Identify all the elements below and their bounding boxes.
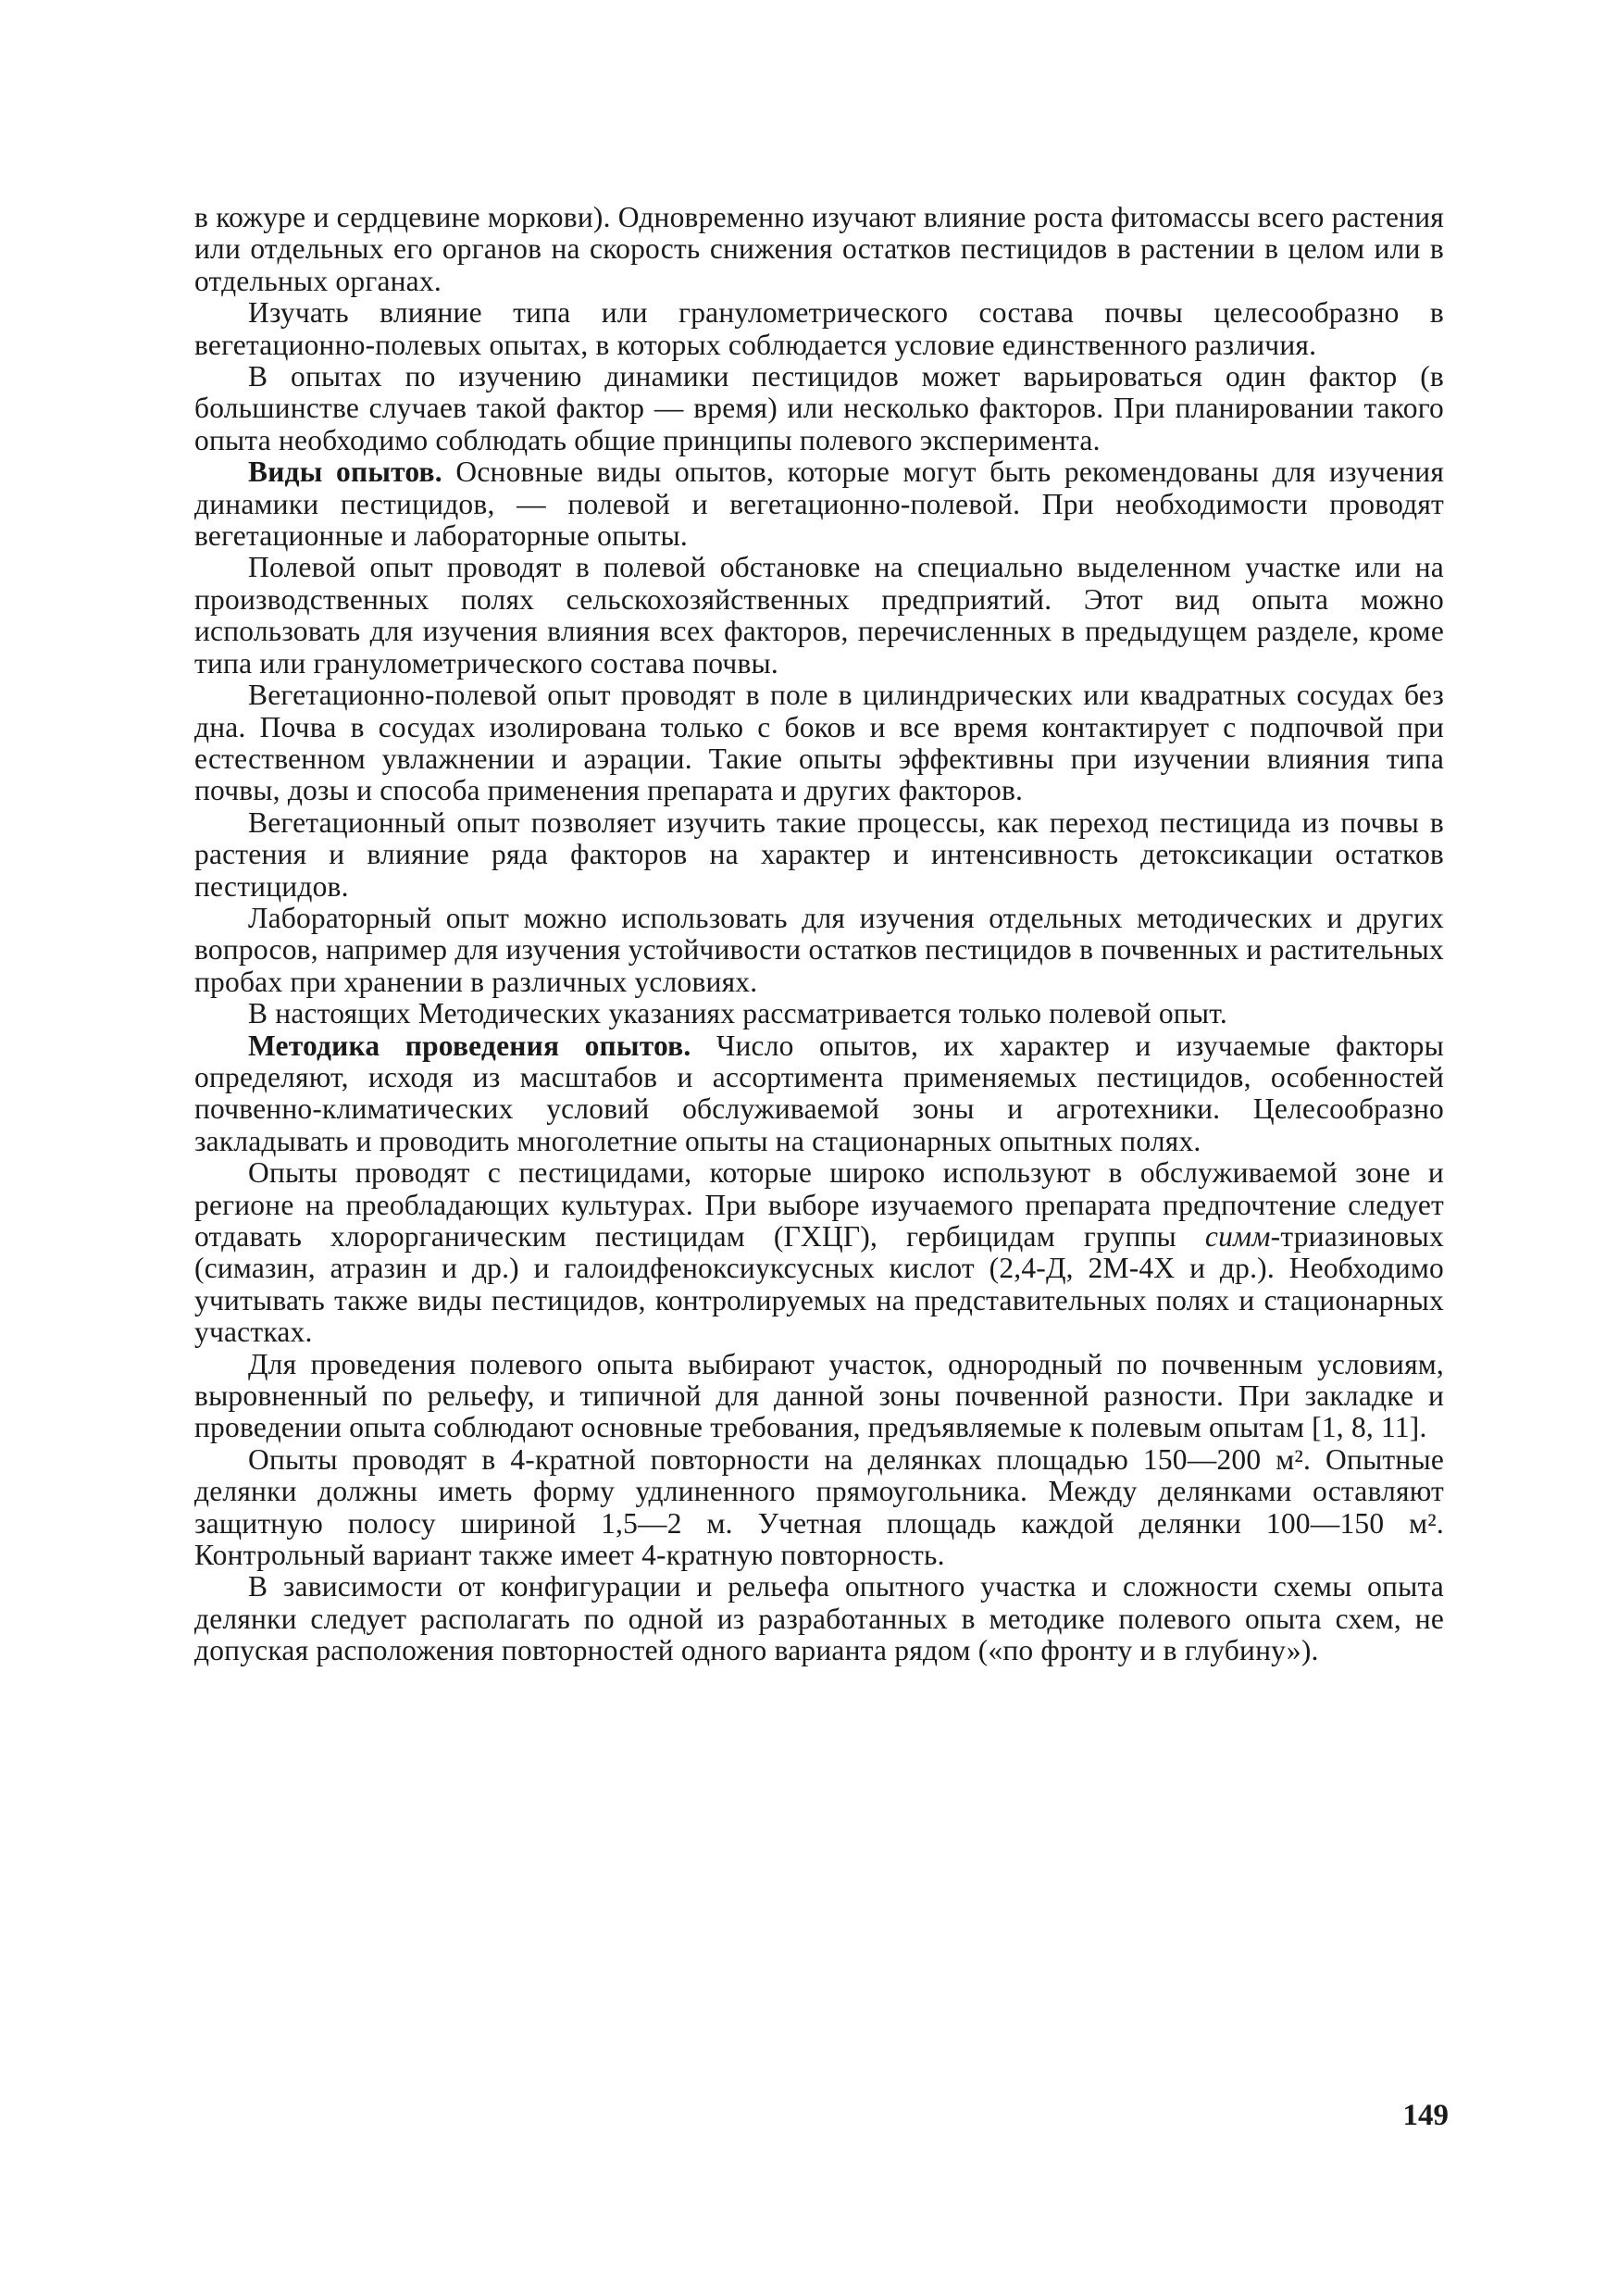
paragraph-field-experiment: Полевой опыт проводят в полевой обстановке на специально выделенном участке или на производственных полях сельскохозяйственных предприятий. Этот вид опыта можно использовать для изучения влияния всех факторов, перечисленных в предыдущем разделе, кроме типа или гранулометрического состава почвы. bbox=[194, 551, 1444, 680]
paragraph-laboratory: Лабораторный опыт можно использовать для изучения отдельных методических и других вопросов, например для изучения устойчивости остатков пестицидов в почвенных и растительных пробах при хранении в различных условиях. bbox=[194, 901, 1444, 998]
paragraph-pesticide-choice bbox=[194, 1157, 1444, 1348]
paragraph-layout: В зависимости от конфигурации и рельефа опытного участка и сложности схемы опыта делянки следует располагать по одной из разработанных в методике полевого опыта схем, не допуская расположения повторностей одного варианта рядом («по фронту и в глубину»). bbox=[194, 1570, 1444, 1667]
page-body bbox=[194, 202, 1444, 1667]
paragraph-experiment-types bbox=[194, 456, 1444, 552]
paragraph-vegetation: Вегетационный опыт позволяет изучить такие процессы, как переход пестицида из почвы в растения и влияние ряда факторов на характер и интенсивность детоксикации остатков пестицидов. bbox=[194, 805, 1444, 903]
paragraph-continuation: в кожуре и сердцевине моркови). Одновременно изучают влияние роста фитомассы всего растения или отдельных его органов на скорость снижения остатков пестицидов в растении в целом или в отдельных органах. bbox=[194, 201, 1444, 297]
paragraph-soil-type: Изучать влияние типа или гранулометрического состава почвы целесообразно в вегетационно-полевых опытах, в которых соблюдается условие единственного различия. bbox=[194, 296, 1444, 361]
paragraph-plots: Опыты проводят в 4-кратной повторности на делянках площадью 150—200 м². Опытные делянки должны иметь форму удлиненного прямоугольника. Между делянками оставляют защитную полосу шириной 1,5—2 м. Учетная площадь каждой делянки 100—150 м². Контрольный вариант также имеет 4-кратную повторность. bbox=[194, 1442, 1444, 1572]
paragraph-experiment-types-text: Основные виды опытов, которые могут быть рекомендованы для изучения динамики пестицидов, — полевой и вегетационно-полевой. При необходимости проводят вегетационные и лабораторные опыты. bbox=[194, 455, 1445, 553]
italic-term: симм bbox=[1204, 1220, 1271, 1253]
heading-methodology: Методика проведения опытов. bbox=[248, 1029, 691, 1062]
paragraph-methodology bbox=[194, 1030, 1444, 1158]
paragraph-pesticide-choice-b: -триазиновых (симазин, атразин и др.) и галоидфеноксиуксусных кислот (2,4-Д, 2М-4Х и др.). Необходимо учитывать также виды пестицидов, контролируемых на представительных полях и стационарных участках. bbox=[194, 1220, 1444, 1349]
paragraph-site-selection: Для проведения полевого опыта выбирают участок, однородный по почвенным условиям, выровненный по рельефу, и типичной для данной зоны почвенной разности. При закладке и проведении опыта соблюдают основные требования, предъявляемые к полевым опытам [1, 8, 11]. bbox=[194, 1347, 1444, 1444]
paragraph-factors: В опытах по изучению динамики пестицидов может варьироваться один фактор (в большинстве случаев такой фактор — время) или несколько факторов. При планировании такого опыта необходимо соблюдать общие принципы полевого эксперимента. bbox=[194, 360, 1444, 456]
page-number: 149 bbox=[1402, 2099, 1449, 2132]
paragraph-scope: В настоящих Методических указаниях рассматривается только полевой опыт. bbox=[248, 997, 1227, 1030]
paragraph-methodology-text: Число опытов, их характер и изучаемые факторы определяют, исходя из масштабов и ассортимента применяемых пестицидов, особенностей почвенно-климатических условий обслуживаемой зоны и агротехники. Целесообразно закладывать и проводить многолетние опыты на стационарных опытных полях. bbox=[194, 1029, 1444, 1157]
paragraph-pesticide-choice-a: Опыты проводят с пестицидами, которые широко используют в обслуживаемой зоне и регионе на преобладающих культурах. При выборе изучаемого препарата предпочтение следует отдавать хлорорганическим пестицидам (ГХЦГ), гербицидам группы bbox=[194, 1156, 1444, 1253]
paragraph-vegetation-field: Вегетационно-полевой опыт проводят в поле в цилиндрических или квадратных сосудах без дна. Почва в сосудах изолирована только с боков и все время контактирует с подпочвой при естественном увлажнении и аэрации. Такие опыты эффективны при изучении влияния типа почвы, дозы и способа применения препарата и других факторов. bbox=[194, 679, 1444, 807]
heading-experiment-types: Виды опытов. bbox=[248, 455, 442, 489]
